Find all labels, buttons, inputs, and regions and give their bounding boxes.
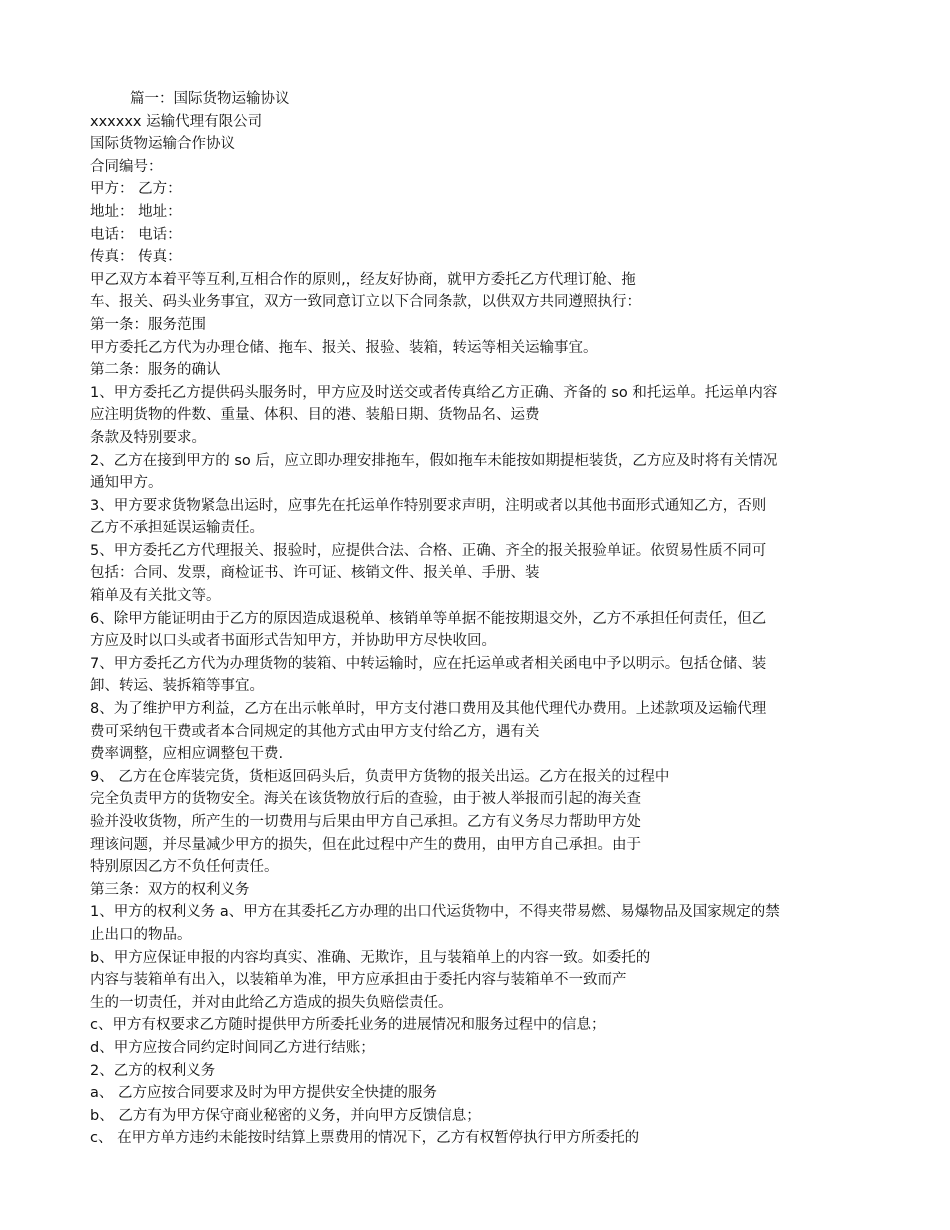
- text-line: 车、报关、码头业务事宜，双方一致同意订立以下合同条款，以供双方共同遵照执行：: [90, 294, 641, 311]
- text-line: 合同编号：: [90, 158, 163, 175]
- text-line: 乙方不承担延误运输责任。: [90, 520, 264, 537]
- text-line: 1、甲方委托乙方提供码头服务时，甲方应及时送交或者传真给乙方正确、齐备的 so 和托运单。托运单内容: [90, 384, 778, 401]
- text-line: 电话： 电话：: [90, 226, 182, 243]
- text-line: 条款及特别要求。: [90, 429, 206, 446]
- document-title: 篇一：国际货物运输协议: [130, 91, 290, 107]
- text-line: 5、甲方委托乙方代理报关、报验时，应提供合法、合格、正确、齐全的报关报验单证。依贸易性质不同可: [90, 542, 767, 559]
- text-line: 理该问题，并尽量减少甲方的损失，但在此过程中产生的费用，由甲方自己承担。由于: [90, 836, 641, 853]
- text-line: 费率调整，应相应调整包干费.: [90, 746, 284, 763]
- text-line: 2、乙方在接到甲方的 so 后，应立即办理安排拖车，假如拖车未能按如期提柜装货，乙方应及时将有关情况: [90, 452, 778, 469]
- text-line: 地址： 地址：: [90, 203, 182, 220]
- text-line: 传真： 传真：: [90, 249, 182, 266]
- text-line: 2、乙方的权利义务: [90, 1062, 216, 1079]
- text-line: 内容与装箱单有出入，以装箱单为准，甲方应承担由于委托内容与装箱单不一致而产: [90, 972, 627, 989]
- document-page: [90, 88, 870, 1150]
- text-line: 生的一切责任，并对由此给乙方造成的损失负赔偿责任。: [90, 994, 453, 1011]
- text-line: 9、 乙方在仓库装完货，货柜返回码头后，负责甲方货物的报关出运。乙方在报关的过程中: [90, 768, 670, 785]
- text-line: 第二条：服务的确认: [90, 362, 221, 379]
- text-line: 6、除甲方能证明由于乙方的原因造成退税单、核销单等单据不能按期退交外，乙方不承担任何责任，但乙: [90, 610, 767, 627]
- text-line: 8、为了维护甲方利益，乙方在出示帐单时，甲方支付港口费用及其他代理代办费用。上述款项及运输代理: [90, 701, 767, 718]
- text-line: 甲方委托乙方代为办理仓储、拖车、报关、报验、装箱，转运等相关运输事宜。: [90, 339, 598, 356]
- text-line: 通知甲方。: [90, 475, 163, 492]
- text-line: 应注明货物的件数、重量、体积、目的港、装船日期、货物品名、运费: [90, 407, 540, 424]
- text-line: a、 乙方应按合同要求及时为甲方提供安全快捷的服务: [90, 1085, 437, 1102]
- text-line: 箱单及有关批文等。: [90, 588, 221, 605]
- text-line: b、甲方应保证申报的内容均真实、准确、无欺诈，且与装箱单上的内容一致。如委托的: [90, 949, 651, 966]
- text-line: 甲方： 乙方：: [90, 181, 182, 198]
- text-line: 费可采纳包干费或者本合同规定的其他方式由甲方支付给乙方，遇有关: [90, 723, 540, 740]
- text-line: 验并没收货物，所产生的一切费用与后果由甲方自己承担。乙方有义务尽力帮助甲方处: [90, 814, 641, 830]
- text-line: 第三条：双方的权利义务: [90, 881, 250, 898]
- text-line: d、甲方应按合同约定时间同乙方进行结账；: [90, 1039, 375, 1056]
- text-line: 国际货物运输合作协议: [90, 136, 235, 153]
- text-line: 包括：合同、发票，商检证书、许可证、核销文件、报关单、手册、装: [90, 565, 540, 582]
- text-line: c、 在甲方单方违约未能按时结算上票费用的情况下，乙方有权暂停执行甲方所委托的: [90, 1130, 640, 1147]
- text-line: 甲乙双方本着平等互利,互相合作的原则,，经友好协商，就甲方委托乙方代理订舱、拖: [90, 271, 636, 288]
- text-line: c、甲方有权要求乙方随时提供甲方所委托业务的进展情况和服务过程中的信息；: [90, 1017, 606, 1034]
- text-line: 卸、转运、装拆箱等事宜。: [90, 678, 264, 695]
- text-line: 第一条：服务范围: [90, 316, 206, 333]
- text-line: b、 乙方有为甲方保守商业秘密的义务，并向甲方反馈信息；: [90, 1107, 481, 1124]
- text-line: xxxxxx 运输代理有限公司: [90, 113, 263, 130]
- text-line: 完全负责甲方的货物安全。海关在该货物放行后的查验，由于被人举报而引起的海关查: [90, 791, 641, 808]
- text-line: 7、甲方委托乙方代为办理货物的装箱、中转运输时，应在托运单或者相关函电中予以明示。包括仓储、装: [90, 655, 767, 672]
- text-line: 方应及时以口头或者书面形式告知甲方，并协助甲方尽快收回。: [90, 633, 496, 650]
- text-line: 特别原因乙方不负任何责任。: [90, 859, 279, 876]
- text-line: 3、甲方要求货物紧急出运时，应事先在托运单作特别要求声明，注明或者以其他书面形式通知乙方，否则: [90, 497, 767, 514]
- text-line: 止出口的物品。: [90, 926, 192, 943]
- text-line: 1、甲方的权利义务 a、甲方在其委托乙方办理的出口代运货物中，不得夹带易燃、易爆物品及国家规定的禁: [90, 904, 780, 921]
